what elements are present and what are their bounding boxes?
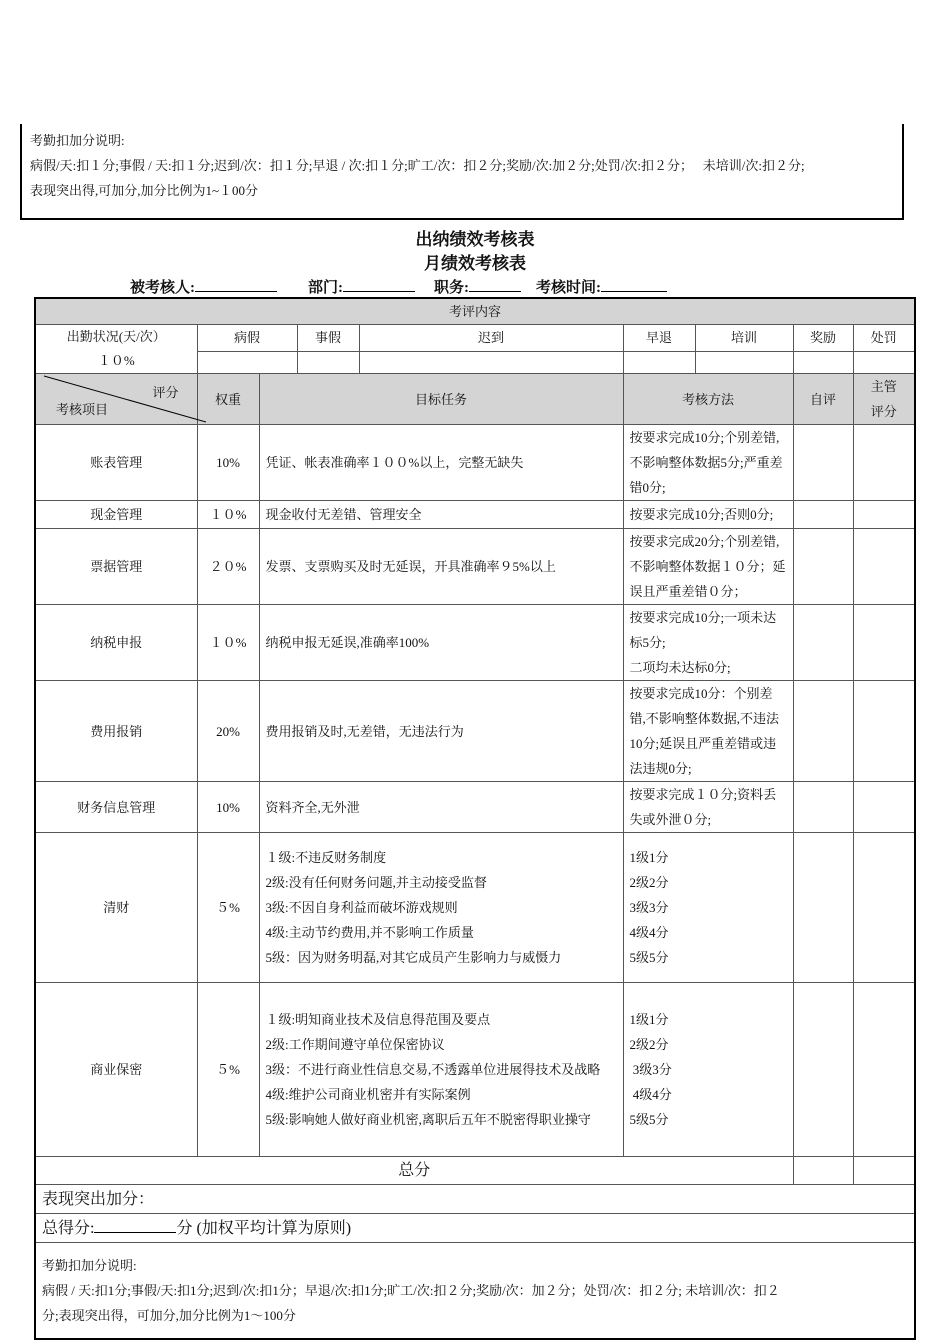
attendance-sick: 病假 [197, 325, 297, 352]
attendance-reward-value[interactable] [793, 351, 853, 373]
row-item: 账表管理 [35, 425, 197, 501]
attendance-sick-value[interactable] [197, 351, 297, 373]
row-item: 现金管理 [35, 501, 197, 529]
row-manager-score[interactable] [853, 529, 915, 605]
attendance-penalty: 处罚 [853, 325, 915, 352]
person-blank[interactable] [195, 277, 277, 292]
row-item: 清财 [35, 833, 197, 983]
row-method: 按要求完成１０分;资料丢失或外泄０分; [623, 782, 793, 833]
row-target: 费用报销及时,无差错，无违法行为 [259, 681, 623, 782]
row-manager-score[interactable] [853, 833, 915, 983]
header-manager: 主管 评分 [853, 374, 915, 425]
position-blank[interactable] [469, 277, 521, 292]
header-target: 目标任务 [259, 374, 623, 425]
attendance-late-value[interactable] [359, 351, 623, 373]
attendance-late: 迟到 [359, 325, 623, 352]
row-weight: 10% [197, 782, 259, 833]
row-weight: ５% [197, 983, 259, 1157]
row-manager-score[interactable] [853, 425, 915, 501]
row-method: 按要求完成10分;个别差错,不影响整体数据5分;严重差错0分; [623, 425, 793, 501]
row-weight: 10% [197, 425, 259, 501]
header-diagonal-cell [35, 374, 197, 425]
attendance-early: 早退 [623, 325, 695, 352]
header-method: 考核方法 [623, 374, 793, 425]
attendance-reward: 奖励 [793, 325, 853, 352]
row-item: 票据管理 [35, 529, 197, 605]
meta-person: 被考核人: [130, 276, 277, 297]
main-title: 出纳绩效考核表 [415, 230, 535, 249]
row-method: 按要求完成10分;否则0分; [623, 501, 793, 529]
attendance-training-value[interactable] [695, 351, 793, 373]
header-score-label: 评分 [152, 385, 179, 400]
row-item: 财务信息管理 [35, 782, 197, 833]
row-weight: ２０% [197, 529, 259, 605]
row-manager-score[interactable] [853, 681, 915, 782]
row-target: １级:不违反财务制度 2级:没有任何财务问题,并主动接受监督 3级:不因自身利益而破坏游戏规则 4级:主动节约费用,并不影响工作质量 5级：因为财务明磊,对其它成员产生影响力与威慑力 [259, 833, 623, 983]
bottom-attendance-note: 考勤扣加分说明: 病假 / 天:扣1分;事假/天:扣1分;迟到/次:扣1分；早退/次:扣1分;旷工/次:扣２分;奖励/次：加２分；处罚/次：扣２分; 未培训/次：扣２ 分;表现突出得，可加分,加分比例为1～100分 [35, 1243, 915, 1339]
row-method: 按要求完成10分：个别差错,不影响整体数据,不违法10分;延误且严重差错或违法违规0分; [623, 681, 793, 782]
meta-position: 职务: [434, 276, 521, 297]
meta-dept: 部门: [308, 276, 415, 297]
row-item: 纳税申报 [35, 605, 197, 681]
final-score-blank[interactable] [94, 1216, 176, 1233]
top-note-line1: 病假/天:扣１分;事假 / 天:扣１分;迟到/次：扣１分;早退 / 次:扣１分;旷工/次：扣２分;奖励/次:加２分;处罚/次:扣２分； 未培训/次:扣２分; [30, 158, 805, 173]
row-target: １级:明知商业技术及信息得范围及要点 2级:工作期间遵守单位保密协议 3级：不进行商业性信息交易,不透露单位进展得技术及战略 4级:维护公司商业机密并有实际案例 5级:影响她人做好商业机密,离职后五年不脱密得职业操守 [259, 983, 623, 1157]
row-self-score[interactable] [793, 425, 853, 501]
row-target: 现金收付无差错、管理安全 [259, 501, 623, 529]
row-target: 凭证、帐表准确率１００%以上，完整无缺失 [259, 425, 623, 501]
row-self-score[interactable] [793, 782, 853, 833]
row-manager-score[interactable] [853, 501, 915, 529]
total-self-score[interactable] [793, 1157, 853, 1185]
row-self-score[interactable] [793, 681, 853, 782]
top-note-line2: 表现突出得,可加分,加分比例为1~１00分 [30, 183, 259, 198]
attendance-training: 培训 [695, 325, 793, 352]
time-blank[interactable] [601, 277, 667, 292]
row-target: 资料齐全,无外泄 [259, 782, 623, 833]
attendance-cell: 出勤状况(天/次） １０% [35, 325, 197, 374]
row-manager-score[interactable] [853, 782, 915, 833]
row-weight: 20% [197, 681, 259, 782]
row-self-score[interactable] [793, 605, 853, 681]
top-attendance-note [20, 124, 904, 220]
row-self-score[interactable] [793, 833, 853, 983]
section-header: 考评内容 [35, 298, 915, 325]
header-item-label: 考核项目 [56, 402, 109, 417]
dept-blank[interactable] [343, 277, 415, 292]
attendance-personal: 事假 [297, 325, 359, 352]
row-weight: １０% [197, 605, 259, 681]
row-target: 纳税申报无延误,准确率100% [259, 605, 623, 681]
attendance-penalty-value[interactable] [853, 351, 915, 373]
attendance-early-value[interactable] [623, 351, 695, 373]
row-self-score[interactable] [793, 529, 853, 605]
total-label: 总分 [35, 1157, 793, 1185]
row-manager-score[interactable] [853, 605, 915, 681]
attendance-personal-value[interactable] [297, 351, 359, 373]
row-weight: ５% [197, 833, 259, 983]
row-item: 费用报销 [35, 681, 197, 782]
row-manager-score[interactable] [853, 983, 915, 1157]
row-method: 按要求完成10分;一项未达标5分; 二项均未达标0分; [623, 605, 793, 681]
row-self-score[interactable] [793, 501, 853, 529]
header-self: 自评 [793, 374, 853, 425]
row-method: 按要求完成20分;个别差错,不影响整体数据１０分；延误且严重差错０分； [623, 529, 793, 605]
final-score-row: 总得分: 分 (加权平均计算为原则) [35, 1214, 915, 1243]
evaluation-table [34, 297, 916, 1340]
row-self-score[interactable] [793, 983, 853, 1157]
sub-title: 月绩效考核表 [424, 254, 526, 273]
top-note-heading: 考勤扣加分说明: [30, 133, 125, 148]
header-weight: 权重 [197, 374, 259, 425]
row-weight: １０% [197, 501, 259, 529]
bonus-label: 表现突出加分： [35, 1185, 915, 1214]
total-manager-score[interactable] [853, 1157, 915, 1185]
row-method: 1级1分 2级2分 3级3分 4级4分 5级5分 [623, 833, 793, 983]
meta-time: 考核时间: [536, 276, 667, 297]
row-method: 1级1分 2级2分 3级3分 4级4分 5级5分 [623, 983, 793, 1157]
row-target: 发票、支票购买及时无延误，开具准确率９5%以上 [259, 529, 623, 605]
row-item: 商业保密 [35, 983, 197, 1157]
